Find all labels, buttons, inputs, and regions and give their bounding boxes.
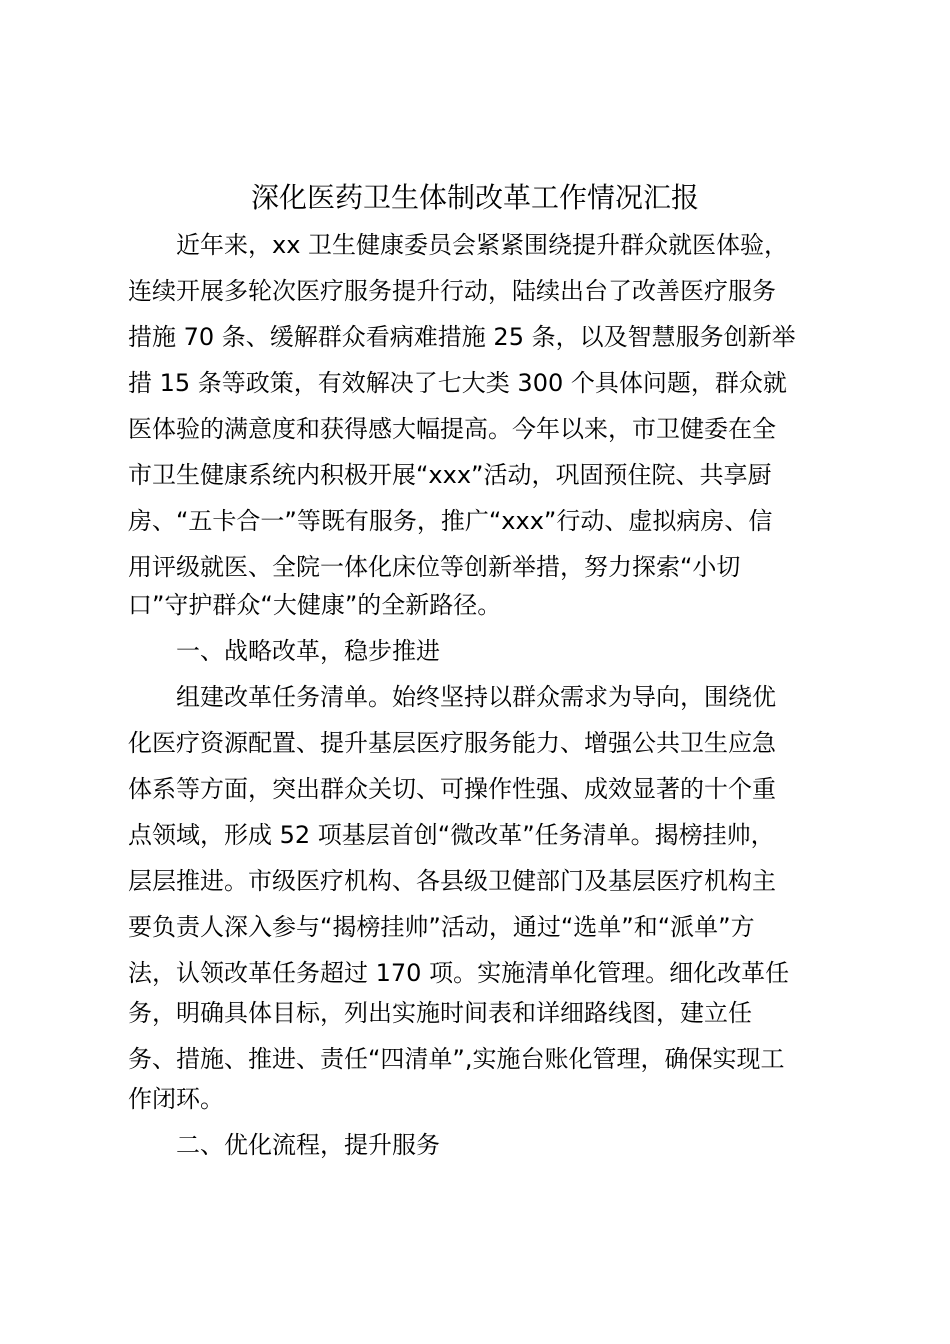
paragraph-line: 连续开展多轮次医疗服务提升行动，陆续出台了改善医疗服务 xyxy=(128,277,776,305)
paragraph-line: 法，认领改革任务超过 170 项。实施清单化管理。细化改革任 xyxy=(128,959,790,987)
paragraph-line: 要负责人深入参与“揭榜挂帅”活动，通过“选单”和“派单”方 xyxy=(128,913,755,941)
paragraph-line: 务、措施、推进、责任“四清单”,实施台账化管理，确保实现工 xyxy=(128,1045,785,1073)
paragraph-line: 医体验的满意度和获得感大幅提高。今年以来，市卫健委在全 xyxy=(128,415,776,443)
paragraph-line: 用评级就医、全院一体化床位等创新举措，努力探索“小切 xyxy=(128,553,741,581)
paragraph-line: 务，明确具体目标，列出实施时间表和详细路线图，建立任 xyxy=(128,999,752,1027)
document-title: 深化医药卫生体制改革工作情况汇报 xyxy=(250,181,699,214)
paragraph-line: 措施 70 条、缓解群众看病难措施 25 条，以及智慧服务创新举 xyxy=(128,323,796,351)
paragraph-line: 作闭环。 xyxy=(128,1085,224,1113)
paragraph-line: 房、“五卡合一”等既有服务，推广“xxx”行动、虚拟病房、信 xyxy=(128,507,773,535)
paragraph-line: 层层推进。市级医疗机构、各县级卫健部门及基层医疗机构主 xyxy=(128,867,776,895)
section-heading: 一、战略改革，稳步推进 xyxy=(176,637,440,665)
paragraph-line: 组建改革任务清单。始终坚持以群众需求为导向，围绕优 xyxy=(176,683,776,711)
section-heading: 二、优化流程，提升服务 xyxy=(176,1131,440,1159)
paragraph-line: 近年来，xx 卫生健康委员会紧紧围绕提升群众就医体验， xyxy=(176,231,789,259)
paragraph-line: 体系等方面，突出群众关切、可操作性强、成效显著的十个重 xyxy=(128,775,776,803)
paragraph-line: 点领域，形成 52 项基层首创“微改革”任务清单。揭榜挂帅， xyxy=(128,821,775,849)
paragraph-line: 化医疗资源配置、提升基层医疗服务能力、增强公共卫生应急 xyxy=(128,729,776,757)
paragraph-line: 措 15 条等政策，有效解决了七大类 300 个具体问题，群众就 xyxy=(128,369,787,397)
paragraph-line: 市卫生健康系统内积极开展“xxx”活动，巩固预住院、共享厨 xyxy=(128,461,772,489)
paragraph-line: 口”守护群众“大健康”的全新路径。 xyxy=(128,591,502,619)
